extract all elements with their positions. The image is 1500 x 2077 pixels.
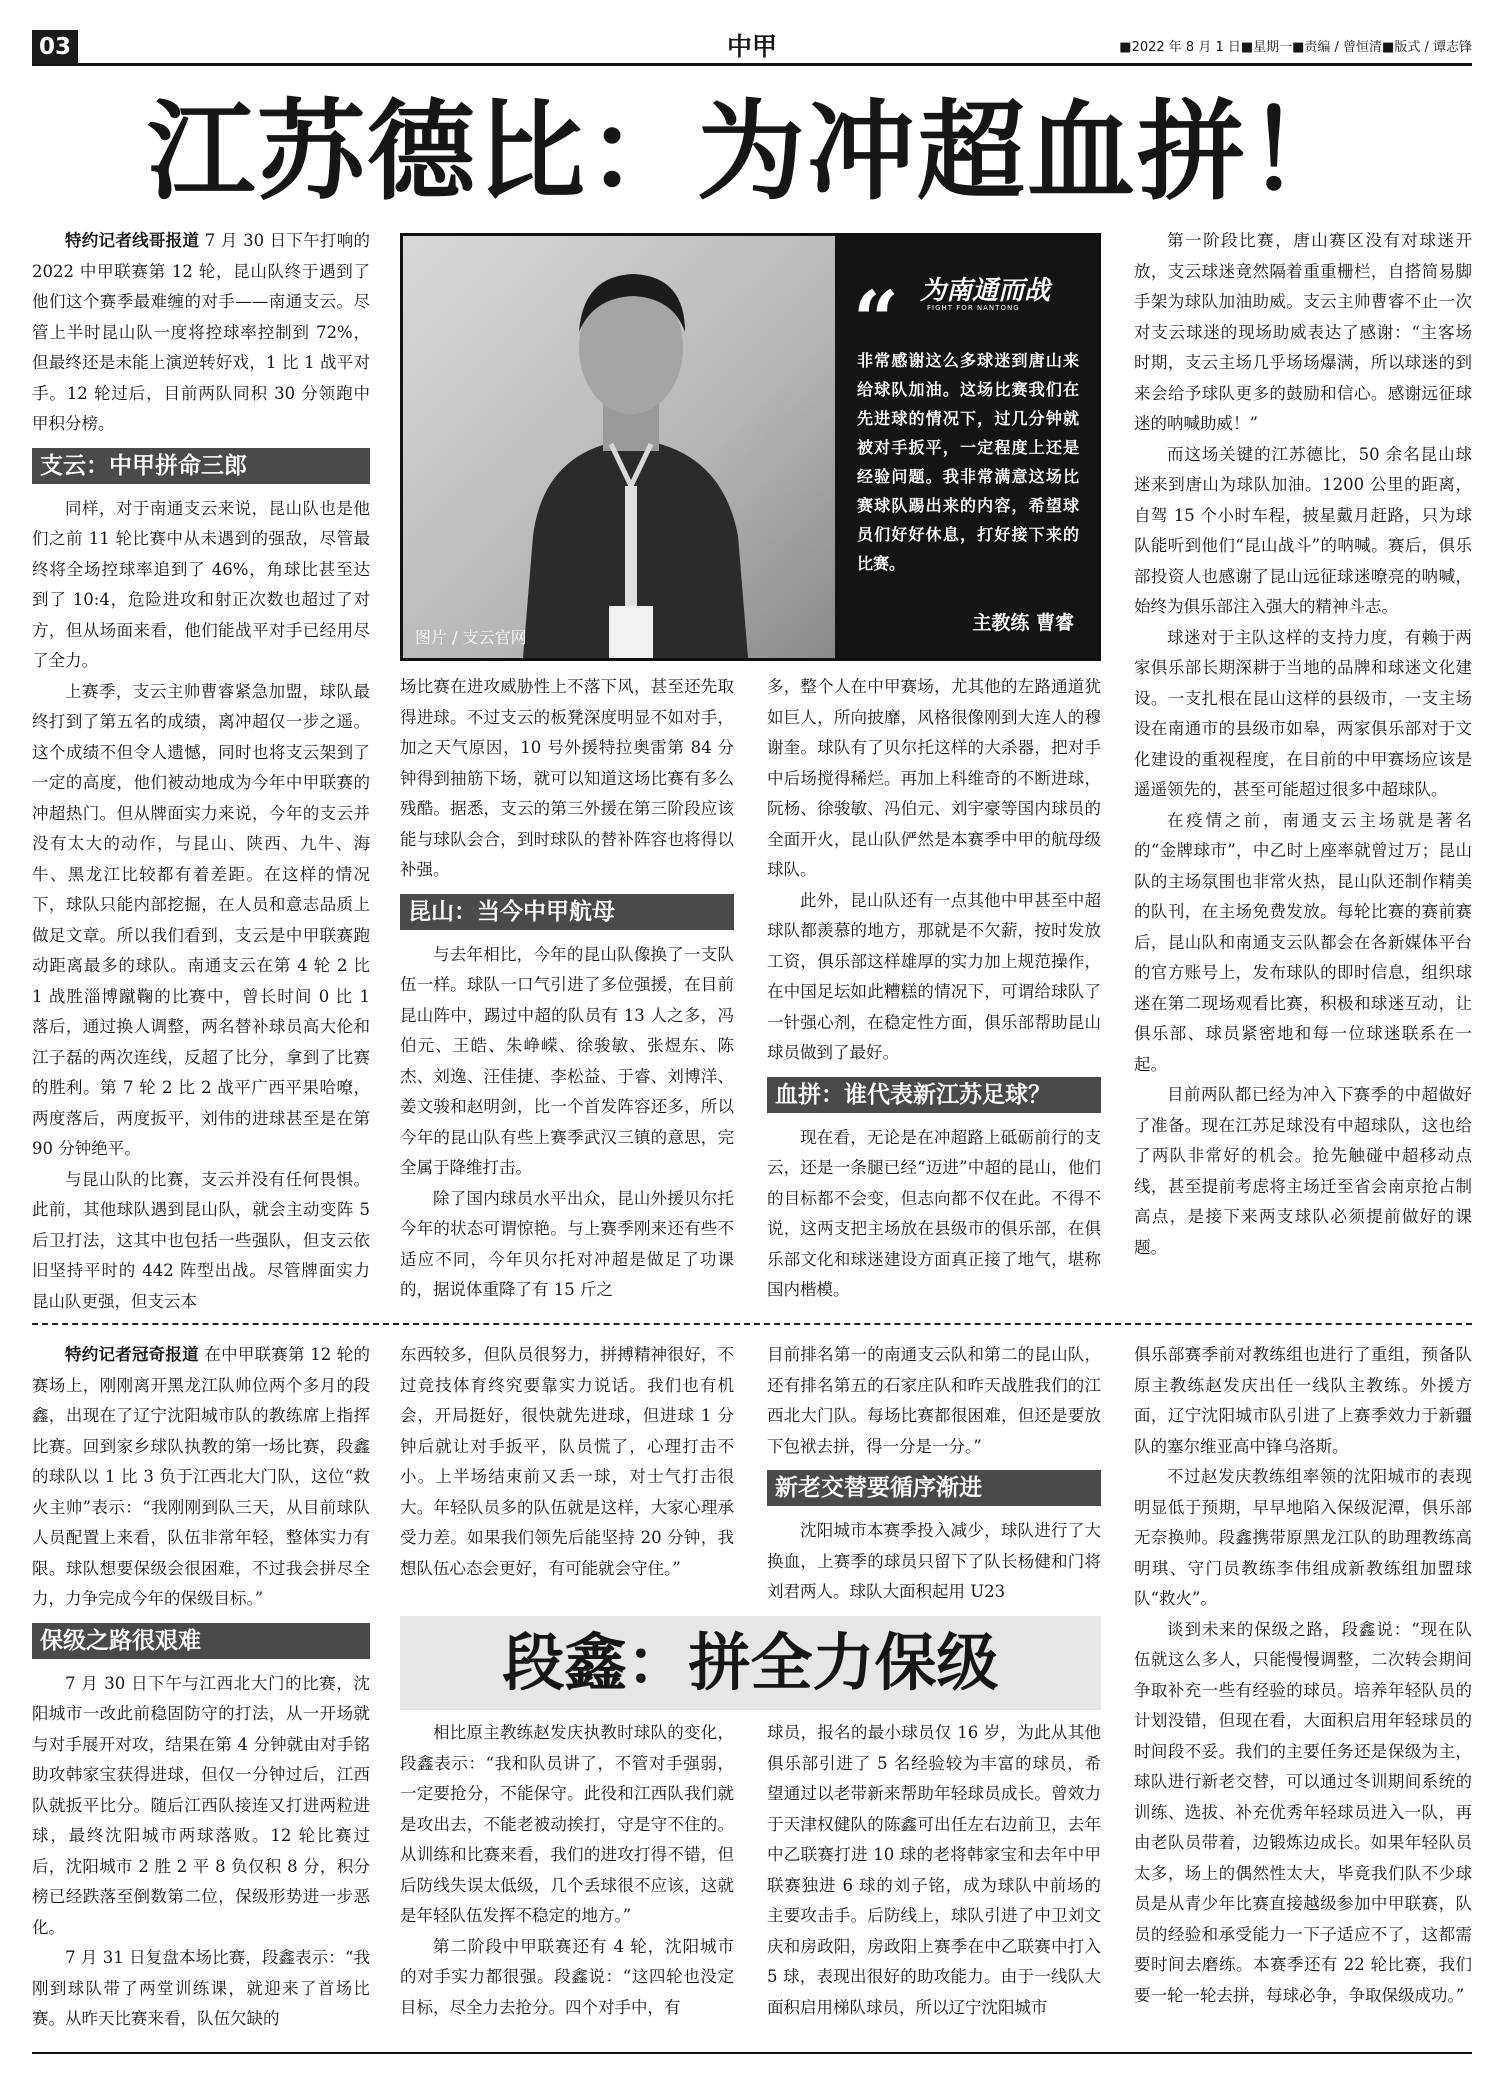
article2-subhead-1: 保级之路很艰难 <box>32 1623 370 1659</box>
coach-photo <box>403 236 835 658</box>
article2-paragraph: 7 月 31 日复盘本场比赛，段鑫表示：“我刚到球队带了两堂训练课，就迎来了首场比赛。从昨天比赛来看，队伍欠缺的 <box>32 1948 370 2028</box>
article2-column-2-bottom <box>400 1718 734 2048</box>
article1-paragraph: 在疫情之前，南通支云主场就是著名的“金牌球市”，中乙时上座率就曾过万；昆山队的主场氛围也非常火热，昆山队还制作精美的队刊，在主场免费发放。每轮比赛的赛前赛后，昆山队和南通支云队都会在各新媒体平台的官方账号上，发布球队的即时信息，组织球迷在第二现场观看比赛，积极和球迷互动，让俱乐部、球员紧密地和每一位球迷联系在一起。 <box>1134 810 1472 1074</box>
article2-paragraph: 俱乐部赛季前对教练组也进行了重组，预备队原主教练赵发庆出任一线队主教练。外援方面，辽宁沈阳城市队引进了上赛季效力于新疆队的塞尔维亚高中锋乌洛斯。 <box>1134 1345 1472 1456</box>
team-logo-subtext: FIGHT FOR NANTONG <box>927 304 1020 312</box>
article1-paragraph: 此外，昆山队还有一点其他中甲甚至中超球队都羡慕的地方，那就是不欠薪，按时发放工资，俱乐部这样雄厚的实力加上规范操作，在中国足坛如此糟糕的情况下，可谓给球队了一针强心剂，在稳定性方面，俱乐部帮助昆山球员做到了最好。 <box>767 890 1101 1062</box>
article2-paragraph: 相比原主教练赵发庆执教时球队的变化，段鑫表示：“我和队员讲了，不管对手强弱，一定要抢分，不能保守。此役和江西队我们就是攻出去，不能老被动挨打，守是守不住的。从训练和比赛来看，我们的进攻打得不错，但后防线失误太低级，几个丢球很不应该，这就是年轻队伍发挥不稳定的地方。” <box>400 1723 734 1925</box>
team-logo-text: 为南通而战 <box>920 276 1051 306</box>
page-number: 03 <box>32 30 78 64</box>
article2-column-4 <box>1134 1340 1472 2048</box>
article2-column-1 <box>32 1340 370 2048</box>
quote-panel <box>835 236 1098 658</box>
article-divider <box>32 1323 1472 1325</box>
article2-byline: 特约记者冠奇报道 <box>65 1345 199 1364</box>
article1-paragraph: 场比赛在进攻威胁性上不落下风，甚至还先取得进球。不过支云的板凳深度明显不如对手，加之天气原因，10 号外援特拉奥雷第 84 分钟得到抽筋下场，就可以知道这场比赛有多么残酷。据悉，支云的第三外援在第三阶段应该能与球队会合，到时球队的替补阵容也将得以补强。 <box>400 677 734 879</box>
article1-paragraph: 与去年相比，今年的昆山队像换了一支队伍一样。球队一口气引进了多位强援，在目前昆山阵中，踢过中超的队员有 13 人之多，冯伯元、王皓、朱峥嵘、徐骏敏、张煜东、陈杰、刘逸、汪佳捷、李松益、于睿、刘博洋、姜文骏和赵明剑，比一个首发阵容还多，所以今年的昆山队有些上赛季武汉三镇的意思，完全属于降维打击。 <box>400 944 734 1177</box>
article1-column-2 <box>400 672 734 1314</box>
article1-paragraph: 同样，对于南通支云来说，昆山队也是他们之前 11 轮比赛中从未遇到的强敌，尽管最终将全场控球率追到了 46%，角球比甚至达到了 10:4，危险进攻和射正次数也超过了对方，但从场面来看，他们能战平对手已经用尽了全力。 <box>32 498 370 670</box>
article1-paragraph: 现在看，无论是在冲超路上砥砺前行的支云，还是一条腿已经“迈进”中超的昆山，他们的目标都不会变，但志向都不仅在此。不得不说，这两支把主场放在县级市的俱乐部，在俱乐部文化和球迷建设方面真正接了地气，堪称国内楷模。 <box>767 1127 1101 1299</box>
quote-signature: 主教练 曹睿 <box>972 612 1074 634</box>
article1-paragraph: 第一阶段比赛，唐山赛区没有对球迷开放，支云球迷竟然隔着重重栅栏，自搭简易脚手架为球队加油助威。支云主帅曹睿不止一次对支云球迷的现场助威表达了感谢：“主客场时期，支云主场几乎场场爆满，所以球迷的到来会给予球队更多的鼓励和信心。感谢远征球迷的呐喊助威！” <box>1134 231 1472 433</box>
article1-paragraph: 与昆山队的比赛，支云并没有任何畏惧。此前，其他球队遇到昆山队，就会主动变阵 5 后卫打法，这其中也包括一些强队，但支云依旧坚持平时的 442 阵型出战。尽管牌面实力昆山队更强，但支云本 <box>32 1169 370 1311</box>
article2-column-2-top <box>400 1340 734 1608</box>
article1-paragraph: 除了国内球员水平出众，昆山外援贝尔托今年的状态可谓惊艳。与上赛季刚来还有些不适应不同，今年贝尔托对冲超是做足了功课的，据说体重降了有 15 斤之 <box>400 1188 734 1299</box>
article2-paragraph: 不过赵发庆教练组率领的沈阳城市的表现明显低于预期，早早地陷入保级泥潭，俱乐部无奈换帅。段鑫携带原黑龙江队的助理教练高明琪、守门员教练李伟组成新教练组加盟球队“救火”。 <box>1134 1467 1472 1608</box>
article1-headline: 江苏德比：为冲超血拼！ <box>146 89 1357 215</box>
article2-paragraph: 东西较多，但队员很努力，拼搏精神很好，不过竞技体育终究要靠实力说话。我们也有机会，开局挺好，很快就先进球，但进球 1 分钟后就让对手扳平，队员慌了，心理打击不小。上半场结束前又丢一球，对士气打击很大。年轻队员多的队伍就是这样，大家心理承受力差。如果我们领先后能坚持 20 分钟，我想队伍心态会更好，有可能就会守住。” <box>400 1345 734 1578</box>
article2-paragraph: 7 月 30 日下午与江西北大门的比赛，沈阳城市一改此前稳固防守的打法，从一开场就与对手展开对攻，结果在第 4 分钟就由对手铭助攻韩家宝获得进球，但仅一分钟过后，江西队就扳平比分。随后江西队接连又打进两粒进球，最终沈阳城市两球落败。12 轮比赛过后，沈阳城市 2 胜 2 平 8 负仅积 8 分，积分榜已经跌落至倒数第二位，保级形势进一步恶化。 <box>32 1673 370 1937</box>
article1-paragraph: 多，整个人在中甲赛场，尤其他的左路通道犹如巨人，所向披靡，风格很像刚到大连人的穆谢奎。球队有了贝尔托这样的大杀器，把对手中后场搅得稀烂。再加上科维奇的不断进球，阮杨、徐骏敏、冯伯元、刘宇豪等国内球员的全面开火，昆山队俨然是本赛季中甲的航母级球队。 <box>767 677 1101 879</box>
photo-credit: 图片 / 支云官网 <box>415 628 527 647</box>
article1-paragraph: 球迷对于主队这样的支持力度，有赖于两家俱乐部长期深耕于当地的品牌和球迷文化建设。一支扎根在昆山这样的县级市，一支主场设在南通市的县级市如皋，两家俱乐部对于文化建设的重视程度，在目前的中甲赛场应该是遥遥领先的，甚至可能超过很多中超球队。 <box>1134 627 1472 799</box>
quote-mark-icon: “ <box>853 273 900 367</box>
article2-column-3-top <box>767 1340 1101 1608</box>
article1-subhead-2: 昆山：当今中甲航母 <box>400 894 734 930</box>
article1-column-3 <box>767 672 1101 1314</box>
page-header <box>32 30 1472 66</box>
issue-meta: ■2022 年 8 月 1 日■星期一■责编 / 曾恒清■版式 / 谭志锋 <box>1119 40 1472 55</box>
article1-subhead-1: 支云：中甲拼命三郎 <box>32 448 370 484</box>
feature-photo-box <box>400 233 1101 661</box>
coach-quote: 非常感谢这么多球迷到唐山来给球队加油。这场比赛我们在先进球的情况下，过几分钟就被对手扳平，一定程度上还是经验问题。我非常满意这场比赛球队踢出来的内容，希望球员们好好休息，打好接下来的比赛。 <box>857 351 1079 573</box>
article2-paragraph: 球员，报名的最小球员仅 16 岁，为此从其他俱乐部引进了 5 名经验较为丰富的球员，希望通过以老带新来帮助年轻球员成长。曾效力于天津权健队的陈鑫可出任左右边前卫，去年中乙联赛打进 10 球的老将韩家宝和去年中甲联赛独进 6 球的刘子铭，成为球队中前场的主要攻击手。后防线上，球队引进了中卫刘文庆和房政阳，房政阳上赛季在中乙联赛中打入 5 球，表现出很好的助攻能力。由于一线队大面积启用梯队球员，所以辽宁沈阳城市 <box>767 1723 1101 2017</box>
article2-paragraph: 谈到未来的保级之路，段鑫说：“现在队伍就这么多人，只能慢慢调整，二次转会期间争取补充一些有经验的球员。培养年轻队员的计划没错，但现在看，大面积启用年轻球员的时间段不妥。我们的主要任务还是保级为主，球队进行新老交替，可以通过冬训期间系统的训练、选拔、补充优秀年轻球员进入一队，再由老队员带着，边锻炼边成长。如果年轻队员太多，场上的偶然性太大，毕竟我们队不少球员是从青少年比赛直接越级参加中甲联赛，队员的经验和承受能力一下子适应不了，这都需要时间去磨练。本赛季还有 22 轮比赛，我们要一轮一轮去拼，每球必争，争取保级成功。” <box>1134 1619 1472 2005</box>
article2-paragraph: 第二阶段中甲联赛还有 4 轮，沈阳城市的对手实力都很强。段鑫说：“这四轮也没定目标，尽全力去抢分。四个对手中，有 <box>400 1936 734 2017</box>
article1-column-4 <box>1134 226 1472 1316</box>
bottom-rule <box>32 2052 1472 2054</box>
coach-silhouette-icon <box>403 236 835 658</box>
article2-paragraph: 沈阳城市本赛季投入减少，球队进行了大换血，上赛季的球员只留下了队长杨健和门将刘君两人。球队大面积起用 U23 <box>767 1521 1101 1601</box>
article1-paragraph: 上赛季，支云主帅曹睿紧急加盟，球队最终打到了第五名的成绩，离冲超仅一步之遥。这个成绩不但令人遗憾，同时也将支云架到了一定的高度，他们被动地成为今年中甲联赛的冲超热门。但从牌面实力来说，今年的支云并没有太大的动作，与昆山、陕西、九牛、海牛、黑龙江比较都有着差距。在这样的情况下，球队只能内部挖掘，在人员和意志品质上做足文章。所以我们看到，支云是中甲联赛跑动距离最多的球队。南通支云在第 4 轮 2 比 1 战胜淄博蹴鞠的比赛中，曾长时间 0 比 1 落后，通过换人调整，两名替补球员高大伦和江子磊的两次连线，反超了比分，拿到了比赛的胜利。第 7 轮 2 比 2 战平广西平果哈嘹，两度落后，两度扳平，刘伟的进球甚至是在第 90 分钟绝平。 <box>32 681 370 1158</box>
article2-lead: 在中甲联赛第 12 轮的赛场上，刚刚离开黑龙江队帅位两个多月的段鑫，出现在了辽宁沈阳城市队的教练席上指挥比赛。回到家乡球队执教的第一场比赛，段鑫的球队以 1 比 3 负于江西北大门队，这位“救火主帅”表示：“我刚刚到队三天，从目前球队人员配置上来看，队伍非常年轻，整体实力有限。球队想要保级会很困难，不过我会拼尽全力，力争完成今年的保级目标。” <box>32 1345 370 1608</box>
article1-lead: 7 月 30 日下午打响的 2022 中甲联赛第 12 轮，昆山队终于遇到了他们这个赛季最难缠的对手——南通支云。尽管上半时昆山队一度将控球率控制到 72%，但最终还是未能上演逆转好戏，1 比 1 战平对手。12 轮过后，目前两队同积 30 分领跑中甲积分榜。 <box>32 231 370 433</box>
section-title: 中甲 <box>726 32 777 61</box>
article2-subhead-2: 新老交替要循序渐进 <box>767 1470 1101 1506</box>
article1-byline: 特约记者线哥报道 <box>65 231 200 250</box>
article1-subhead-3: 血拼：谁代表新江苏足球？ <box>767 1077 1101 1113</box>
article1-paragraph: 而这场关键的江苏德比，50 余名昆山球迷来到唐山为球队加油。1200 公里的距离，自驾 15 个小时车程，披星戴月赶路，只为球队能听到他们“昆山战斗”的呐喊。赛后，俱乐部投资人也感谢了昆山远征球迷嘹亮的呐喊，始终为俱乐部注入强大的精神斗志。 <box>1134 444 1472 616</box>
article2-column-3-bottom <box>767 1718 1101 2048</box>
article2-paragraph: 目前排名第一的南通支云队和第二的昆山队，还有排名第五的石家庄队和昨天战胜我们的江西北大门队。每场比赛都很困难，但还是要放下包袱去拼，得一分是一分。” <box>767 1345 1101 1456</box>
article1-paragraph: 目前两队都已经为冲入下赛季的中超做好了准备。现在江苏足球没有中超球队，这也给了两队非常好的机会。抢先触碰中超移动点线，甚至提前考虑将主场迁至省会南京抢占制高点，是接下来两支球队必须提前做好的课题。 <box>1134 1085 1472 1257</box>
article2-headline: 段鑫：拼全力保级 <box>400 1616 1101 1710</box>
article1-column-1 <box>32 226 370 1316</box>
